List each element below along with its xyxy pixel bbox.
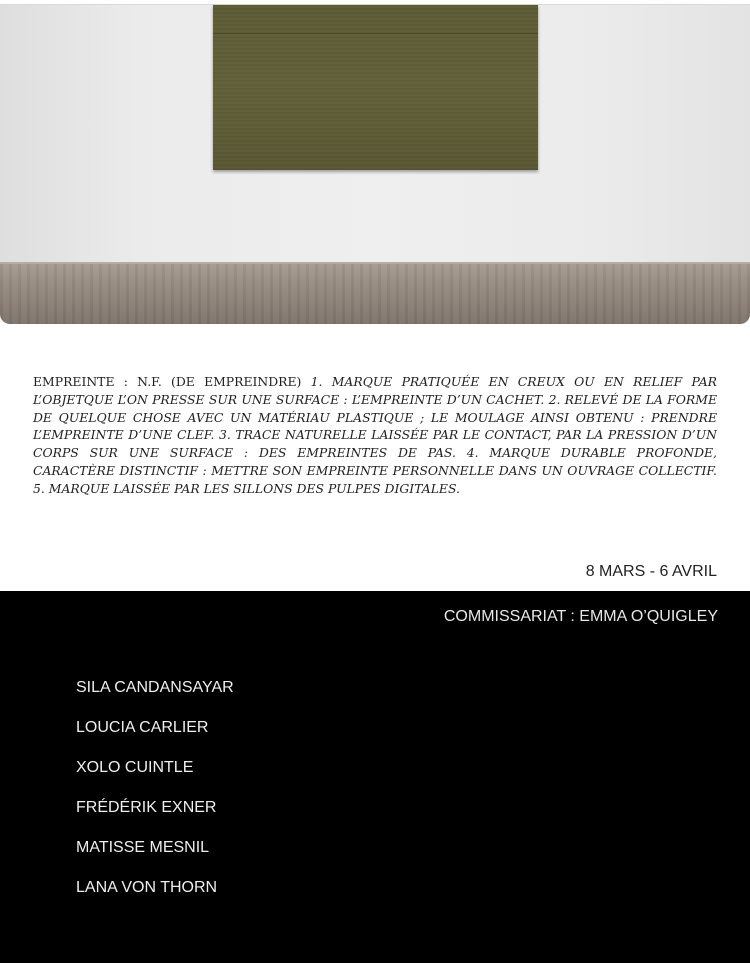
empreinte-definition (33, 373, 717, 498)
artist-list (76, 678, 234, 918)
canvas-fold-line (213, 33, 538, 34)
exhibition-hero-image (0, 0, 750, 324)
concrete-floor (0, 264, 750, 324)
artist-name: XOLO CUINTLE (76, 759, 194, 776)
exhibition-dates: 8 MARS - 6 AVRIL (585, 563, 717, 580)
artist-name: LANA VON THORN (76, 879, 218, 896)
artist-name: MATISSE MESNIL (76, 839, 210, 856)
artist-name: LOUCIA CARLIER (76, 719, 209, 736)
definition-body: 1. MARQUE PRATIQUÉE EN CREUX OU EN RELIEF PAR L’OBJETQUE L’ON PRESSE SUR UNE SURFACE : L’EMPREINTE D’UN CACHET. 2. RELEVÉ DE LA FORME DE QUELQUE CHOSE AVEC UN MATÉRIAU PLASTIQUE ; LE MOULAGE AINSI OBTENU : PRENDRE L’EMPREINTE D’UNE CLEF. 3. TRACE NATURELLE LAISSÉE PAR LE CONTACT, PAR LA PRESSION D’UN CORPS SUR UNE SURFACE : DES EMPREINTES DE PAS. 4. MARQUE DURABLE PROFONDE, CARACTÈRE DISTINCTIF : METTRE SON EMPREINTE PERSONNELLE DANS UN OUVRAGE COLLECTIF. 5. MARQUE LAISSÉE PAR LES SILLONS DES PULPES DIGITALES. (33, 374, 717, 496)
definition-lead: EMPREINTE : N.F. (DE EMPREINDRE) (33, 374, 311, 389)
artist-name: SILA CANDANSAYAR (76, 679, 234, 696)
artists-footer (0, 591, 750, 963)
olive-canvas-artwork (213, 5, 538, 170)
artist-name: FRÉDÉRIK EXNER (76, 799, 217, 816)
curator-credit: COMMISSARIAT : EMMA O’QUIGLEY (443, 608, 718, 625)
